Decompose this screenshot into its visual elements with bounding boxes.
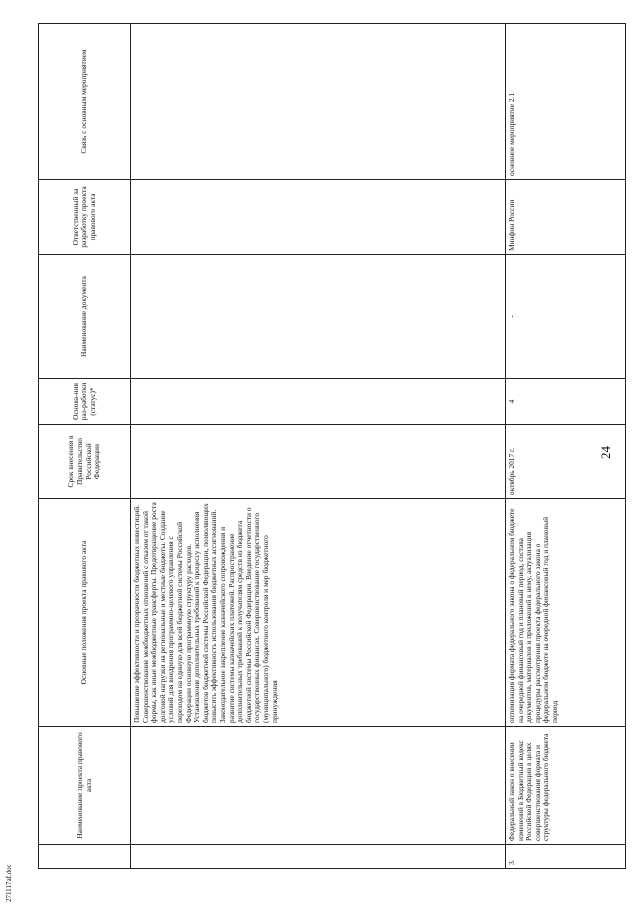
legislation-table bbox=[38, 23, 626, 869]
header-row bbox=[39, 24, 131, 869]
header-responsible: Ответственный за разработку проекта правового акта bbox=[39, 180, 131, 255]
row-3-number: 3. bbox=[506, 845, 626, 869]
header-number bbox=[39, 845, 131, 869]
header-basis: Основа-ния раз-работки (статус)* bbox=[39, 379, 131, 425]
row-3-deadline: октябрь 2017 г. bbox=[506, 425, 626, 499]
header-document: Наименование документа bbox=[39, 255, 131, 379]
footer-filename: 271117af.doc bbox=[5, 864, 13, 902]
row-provisions-continued: Повышение эффективности и прозрачности бюджетных инвестиций. Совершенствование межбюджетных отношений с отказом от такой формы, как иные межбюджетные трансферты. Предотвращение роста долговой нагрузки на региональные и местные бюджеты. Создание условий для внедрения программно-целевого управления с переходом на единую для всей бюджетной системы Российской Федерации основную программную структуру расходов. Установление дополнительных требований к процессу исполнения бюджетов бюджетной системы Российской Федерации, позволяющих повысить эффективность использования бюджетных ассигнований. Законодательное закрепление казначейского сопровождения и развитие системы казначейских платежей. Распространение дополнительных требований к получателям средств из бюджета бюджетной системы Российской Федерации. Введение отчетности о государственных финансах. Совершенствование государственного (муниципального) бюджетного контроля и мер бюджетного принуждения bbox=[131, 499, 506, 727]
row-3-link: основное мероприятие 2.1 bbox=[506, 24, 626, 180]
row-3-basis: 4 bbox=[506, 379, 626, 425]
header-name: Наименование проекта правового акта bbox=[39, 727, 131, 845]
row-3-name: Федеральный закон о внесении изменений в Бюджетный кодекс Российской Федерации в целях совершенствования формата и структуры федерального бюджета bbox=[506, 727, 626, 845]
header-provisions: Основные положения проекта правового акта bbox=[39, 499, 131, 727]
table-row bbox=[131, 24, 506, 869]
row-3-responsible: Минфин России bbox=[506, 180, 626, 255]
table-row bbox=[506, 24, 626, 869]
row-3-document: - bbox=[506, 255, 626, 379]
header-link: Связь с основным мероприятием bbox=[39, 24, 131, 180]
header-deadline: Срок внесения в Правительство Российской Федерации bbox=[39, 425, 131, 499]
page-number-text: 24 bbox=[598, 446, 613, 459]
row-3-provisions: оптимизация формата федерального закона о федеральном бюджете на очередной финансовый год и плановый период, состава документов, материалов и приложений к нему, актуализация процедуры рассмотрения проекта федерального закона о федеральном бюджете на очередной финансовый год и плановый период bbox=[506, 499, 626, 727]
